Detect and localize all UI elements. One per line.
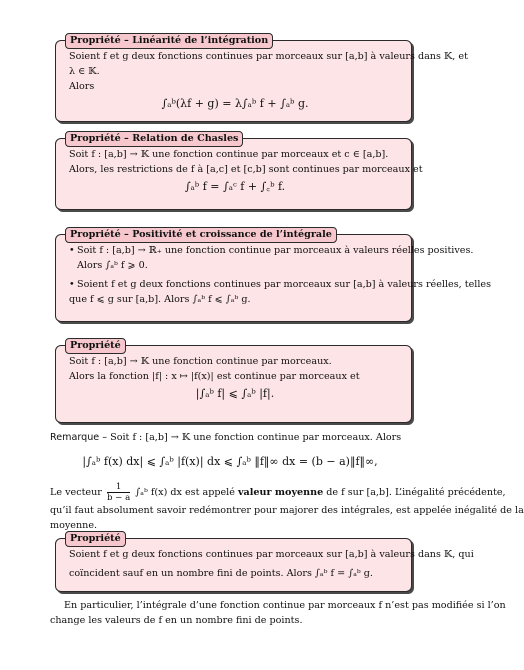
bullet-line: • Soient f et g deux fonctions continues par morceaux sur [a,b] à valeurs réelles, telles <box>69 279 401 292</box>
text-line: qu’il faut absolument savoir redémontrer pour majorer des intégrales, est appelée inégalité de la <box>50 505 524 516</box>
box-title: Propriété – Positivité et croissance de l’intégrale <box>65 227 337 243</box>
property-box-positivity <box>55 229 491 322</box>
text-line: Soit f : [a,b] → 𝕂 une fonction continue par morceaux. <box>69 356 332 367</box>
remark-label: Remarque – <box>50 432 108 443</box>
box-title: Propriété <box>65 531 126 547</box>
fraction-denominator: b − a <box>106 493 131 503</box>
text-line: Alors ∫ₐᵇ f ⩾ 0. <box>77 259 148 271</box>
text-line: change les valeurs de f en un nombre fini de points. <box>50 614 303 626</box>
fraction <box>107 482 130 503</box>
property-box-chasles <box>55 133 423 210</box>
bold-term: valeur moyenne <box>237 487 324 498</box>
mean-paragraph <box>50 482 524 535</box>
box-title: Propriété <box>65 338 126 354</box>
property-box-finite-points <box>55 533 474 592</box>
text-fragment: ∫ₐᵇ f(x) dx est appelé <box>135 487 235 498</box>
box-title: Propriété – Relation de Chasles <box>65 131 243 147</box>
property-box-linearity <box>55 35 468 122</box>
text-line: λ ∈ 𝕂. <box>69 65 100 77</box>
remark <box>50 432 410 474</box>
formula: ∫ₐᵇ(λf + g) = λ∫ₐᵇ f + ∫ₐᵇ g. <box>161 96 309 110</box>
text-line: Soient f et g deux fonctions continues par morceaux sur [a,b] à valeurs dans 𝕂, qui <box>69 549 474 560</box>
text-line: Alors la fonction |f| : x ↦ |f(x)| est continue par morceaux et <box>69 370 360 382</box>
text-line: Soit f : [a,b] → 𝕂 une fonction continue par morceaux et c ∈ [a,b]. <box>69 149 389 160</box>
property-box-absolute-value <box>55 340 412 423</box>
remark-formula: |∫ₐᵇ f(x) dx| ⩽ ∫ₐᵇ |f(x)| dx ⩽ ∫ₐᵇ ‖f‖∞ dx = (b − a)‖f‖∞, <box>82 454 378 468</box>
text-line: Alors <box>69 80 95 92</box>
text-fragment: de f sur [a,b]. L’inégalité précédente, <box>326 487 506 498</box>
closing-paragraph <box>50 600 506 630</box>
text-line: que f ⩽ g sur [a,b]. Alors ∫ₐᵇ f ⩽ ∫ₐᵇ g. <box>69 293 251 305</box>
bullet-line: • Soit f : [a,b] → ℝ₊ une fonction continue par morceaux à valeurs réelles positives. <box>69 245 401 258</box>
text-line: coïncident sauf en un nombre fini de points. Alors ∫ₐᵇ f = ∫ₐᵇ g. <box>69 567 373 579</box>
text-line: moyenne. <box>50 519 98 531</box>
text-line: Alors, les restrictions de f à [a,c] et [c,b] sont continues par morceaux et <box>69 163 423 175</box>
text-line: Soient f et g deux fonctions continues par morceaux sur [a,b] à valeurs dans 𝕂, et <box>69 51 468 62</box>
fraction-numerator: 1 <box>107 482 130 493</box>
formula: ∫ₐᵇ f = ∫ₐᶜ f + ∫꜀ᵇ f. <box>184 179 286 193</box>
box-title: Propriété – Linéarité de l’intégration <box>65 33 273 49</box>
formula: |∫ₐᵇ f| ⩽ ∫ₐᵇ |f|. <box>195 386 275 400</box>
remark-text: Soit f : [a,b] → 𝕂 une fonction continue par morceaux. Alors <box>110 432 402 443</box>
text-fragment: Le vecteur <box>50 487 102 498</box>
text-line: En particulier, l’intégrale d’une fonction continue par morceaux f n’est pas modifiée si l’on <box>64 600 506 611</box>
